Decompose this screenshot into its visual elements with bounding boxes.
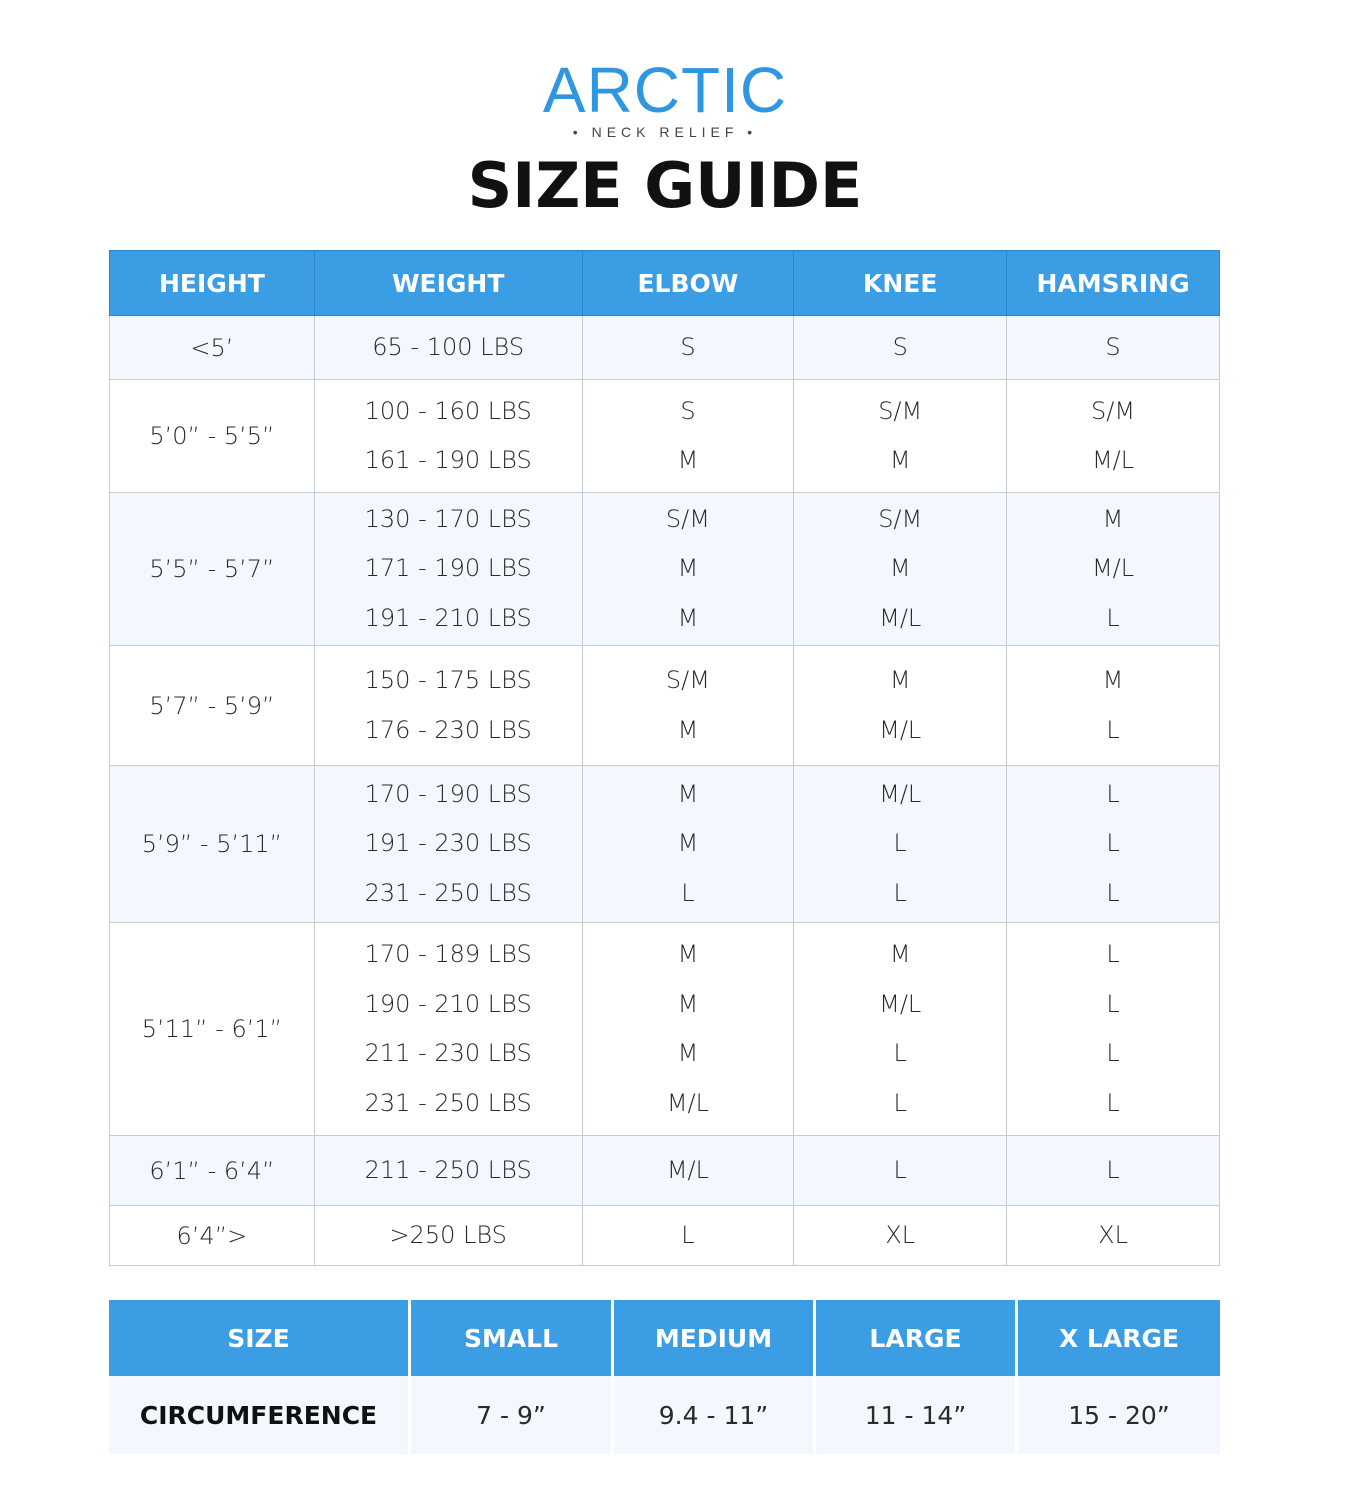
weights-value: >250 LBS bbox=[389, 1220, 507, 1249]
hamstring-value: M/L bbox=[1091, 554, 1135, 583]
knee-cell bbox=[794, 316, 1007, 380]
header-large: LARGE bbox=[816, 1300, 1018, 1376]
header-elbow: ELBOW bbox=[582, 251, 794, 316]
elbow-value: M bbox=[677, 779, 699, 808]
elbow-value: M bbox=[677, 989, 699, 1018]
page-title: SIZE GUIDE bbox=[467, 149, 863, 222]
weights-value: 161 - 190 LBS bbox=[364, 446, 532, 474]
brand-tagline: • NECK RELIEF • bbox=[572, 124, 758, 140]
hamstring-value: L bbox=[1106, 878, 1120, 907]
weights-cell bbox=[314, 380, 582, 493]
height-cell: 5’0” - 5’5” bbox=[110, 380, 315, 493]
knee-value: M bbox=[889, 554, 911, 583]
knee-value: L bbox=[893, 1039, 907, 1067]
weights-value: 211 - 230 LBS bbox=[364, 1039, 532, 1067]
weights-value: 231 - 250 LBS bbox=[364, 878, 532, 907]
knee-value: L bbox=[893, 1088, 907, 1117]
elbow-value: M/L bbox=[666, 1088, 710, 1117]
hamstring-cell bbox=[1007, 1206, 1220, 1266]
elbow-cell bbox=[582, 923, 794, 1136]
elbow-cell bbox=[582, 380, 794, 493]
circumference-table bbox=[109, 1300, 1220, 1454]
elbow-cell bbox=[582, 1136, 794, 1206]
hamstring-value: L bbox=[1106, 779, 1120, 808]
knee-value: M bbox=[889, 940, 911, 968]
knee-cell bbox=[794, 380, 1007, 493]
knee-value: L bbox=[893, 878, 907, 907]
weights-cell bbox=[314, 1136, 582, 1206]
weights-value: 171 - 190 LBS bbox=[364, 554, 532, 583]
hamstring-cell bbox=[1007, 1136, 1220, 1206]
knee-cell bbox=[794, 766, 1007, 923]
table-row bbox=[110, 493, 1220, 646]
elbow-value: M/L bbox=[666, 1155, 710, 1184]
elbow-cell bbox=[582, 493, 794, 646]
weights-cell bbox=[314, 493, 582, 646]
table-row bbox=[110, 1136, 1220, 1206]
weights-value: 170 - 189 LBS bbox=[364, 940, 532, 968]
header-height: HEIGHT bbox=[110, 251, 315, 316]
weights-value: 65 - 100 LBS bbox=[372, 332, 525, 361]
height-cell: 5’11” - 6’1” bbox=[110, 923, 315, 1136]
table-row bbox=[110, 1206, 1220, 1266]
hamstring-value: S/M bbox=[1091, 396, 1136, 425]
hamstring-cell bbox=[1007, 316, 1220, 380]
brand-name: ARCTIC bbox=[542, 54, 788, 126]
elbow-value: S bbox=[680, 332, 696, 361]
knee-value: M bbox=[889, 446, 911, 474]
header-x-large: X LARGE bbox=[1018, 1300, 1220, 1376]
hamstring-cell bbox=[1007, 766, 1220, 923]
hamstring-value: L bbox=[1106, 1039, 1120, 1067]
weights-value: 176 - 230 LBS bbox=[364, 715, 532, 744]
brand-logo bbox=[0, 56, 1330, 140]
knee-value: S bbox=[892, 332, 908, 361]
knee-cell bbox=[794, 1206, 1007, 1266]
knee-value: L bbox=[893, 1155, 907, 1184]
knee-value: M/L bbox=[879, 779, 922, 808]
hamstring-value: L bbox=[1106, 989, 1120, 1018]
weights-value: 211 - 250 LBS bbox=[364, 1155, 532, 1184]
elbow-value: S bbox=[680, 396, 696, 425]
table-row bbox=[110, 316, 1220, 380]
knee-cell bbox=[794, 493, 1007, 646]
elbow-value: M bbox=[677, 829, 699, 858]
header-small: SMALL bbox=[411, 1300, 614, 1376]
header-hamstring: HAMSRING bbox=[1007, 251, 1220, 316]
elbow-value: S/M bbox=[665, 666, 710, 694]
knee-cell bbox=[794, 923, 1007, 1136]
weights-cell bbox=[314, 1206, 582, 1266]
weights-value: 150 - 175 LBS bbox=[364, 666, 532, 694]
knee-value: M/L bbox=[879, 715, 922, 744]
elbow-cell bbox=[582, 1206, 794, 1266]
height-cell: 5’7” - 5’9” bbox=[110, 646, 315, 766]
size-table bbox=[109, 250, 1220, 1266]
header-size: SIZE bbox=[109, 1300, 411, 1376]
knee-value: S/M bbox=[878, 396, 923, 425]
circumference-row bbox=[109, 1376, 1220, 1454]
circumference-header-row bbox=[109, 1300, 1220, 1376]
weights-value: 191 - 230 LBS bbox=[364, 829, 532, 858]
hamstring-cell bbox=[1007, 646, 1220, 766]
elbow-value: S/M bbox=[665, 504, 710, 533]
height-cell: 5’5” - 5’7” bbox=[110, 493, 315, 646]
hamstring-value: M bbox=[1102, 504, 1124, 533]
knee-value: M/L bbox=[879, 989, 922, 1018]
weights-cell bbox=[314, 923, 582, 1136]
header-medium: MEDIUM bbox=[614, 1300, 816, 1376]
height-cell: 6’1” - 6’4” bbox=[110, 1136, 315, 1206]
knee-cell bbox=[794, 1136, 1007, 1206]
size-table-header-row bbox=[110, 251, 1220, 316]
height-cell: 5’9” - 5’11” bbox=[110, 766, 315, 923]
hamstring-value: L bbox=[1106, 715, 1120, 744]
table-row bbox=[110, 923, 1220, 1136]
elbow-value: L bbox=[681, 878, 695, 907]
hamstring-value: L bbox=[1106, 829, 1120, 858]
knee-value: M/L bbox=[879, 603, 922, 632]
weights-cell bbox=[314, 766, 582, 923]
weights-value: 130 - 170 LBS bbox=[364, 504, 532, 533]
circumference-label: CIRCUMFERENCE bbox=[109, 1376, 411, 1454]
weights-cell bbox=[314, 316, 582, 380]
table-row bbox=[110, 380, 1220, 493]
weights-value: 231 - 250 LBS bbox=[364, 1088, 532, 1117]
circumference-x-large: 15 - 20” bbox=[1018, 1376, 1220, 1454]
elbow-value: M bbox=[677, 940, 699, 968]
table-row bbox=[110, 766, 1220, 923]
hamstring-cell bbox=[1007, 493, 1220, 646]
elbow-cell bbox=[582, 316, 794, 380]
circumference-medium: 9.4 - 11” bbox=[614, 1376, 816, 1454]
elbow-cell bbox=[582, 766, 794, 923]
hamstring-value: S bbox=[1105, 332, 1121, 361]
height-cell: <5’ bbox=[110, 316, 315, 380]
circumference-small: 7 - 9” bbox=[411, 1376, 614, 1454]
knee-value: L bbox=[893, 829, 907, 858]
hamstring-value: XL bbox=[1098, 1220, 1128, 1249]
hamstring-value: M/L bbox=[1091, 446, 1135, 474]
table-row bbox=[110, 646, 1220, 766]
knee-cell bbox=[794, 646, 1007, 766]
elbow-value: M bbox=[677, 603, 699, 632]
weights-value: 191 - 210 LBS bbox=[364, 603, 532, 632]
header-knee: KNEE bbox=[794, 251, 1007, 316]
elbow-cell bbox=[582, 646, 794, 766]
hamstring-value: L bbox=[1106, 1155, 1120, 1184]
elbow-value: M bbox=[677, 554, 699, 583]
hamstring-value: L bbox=[1106, 1088, 1120, 1117]
hamstring-cell bbox=[1007, 380, 1220, 493]
knee-value: S/M bbox=[878, 504, 923, 533]
weights-value: 100 - 160 LBS bbox=[364, 396, 532, 425]
elbow-value: L bbox=[681, 1220, 695, 1249]
knee-value: M bbox=[889, 666, 911, 694]
hamstring-value: L bbox=[1106, 940, 1120, 968]
elbow-value: M bbox=[677, 1039, 699, 1067]
circumference-large: 11 - 14” bbox=[816, 1376, 1018, 1454]
weights-value: 170 - 190 LBS bbox=[364, 779, 532, 808]
height-cell: 6’4”> bbox=[110, 1206, 315, 1266]
hamstring-value: M bbox=[1102, 666, 1124, 694]
header-weight: WEIGHT bbox=[314, 251, 582, 316]
elbow-value: M bbox=[677, 446, 699, 474]
knee-value: XL bbox=[885, 1220, 916, 1249]
hamstring-cell bbox=[1007, 923, 1220, 1136]
hamstring-value: L bbox=[1106, 603, 1120, 632]
weights-cell bbox=[314, 646, 582, 766]
weights-value: 190 - 210 LBS bbox=[364, 989, 532, 1018]
elbow-value: M bbox=[677, 715, 699, 744]
